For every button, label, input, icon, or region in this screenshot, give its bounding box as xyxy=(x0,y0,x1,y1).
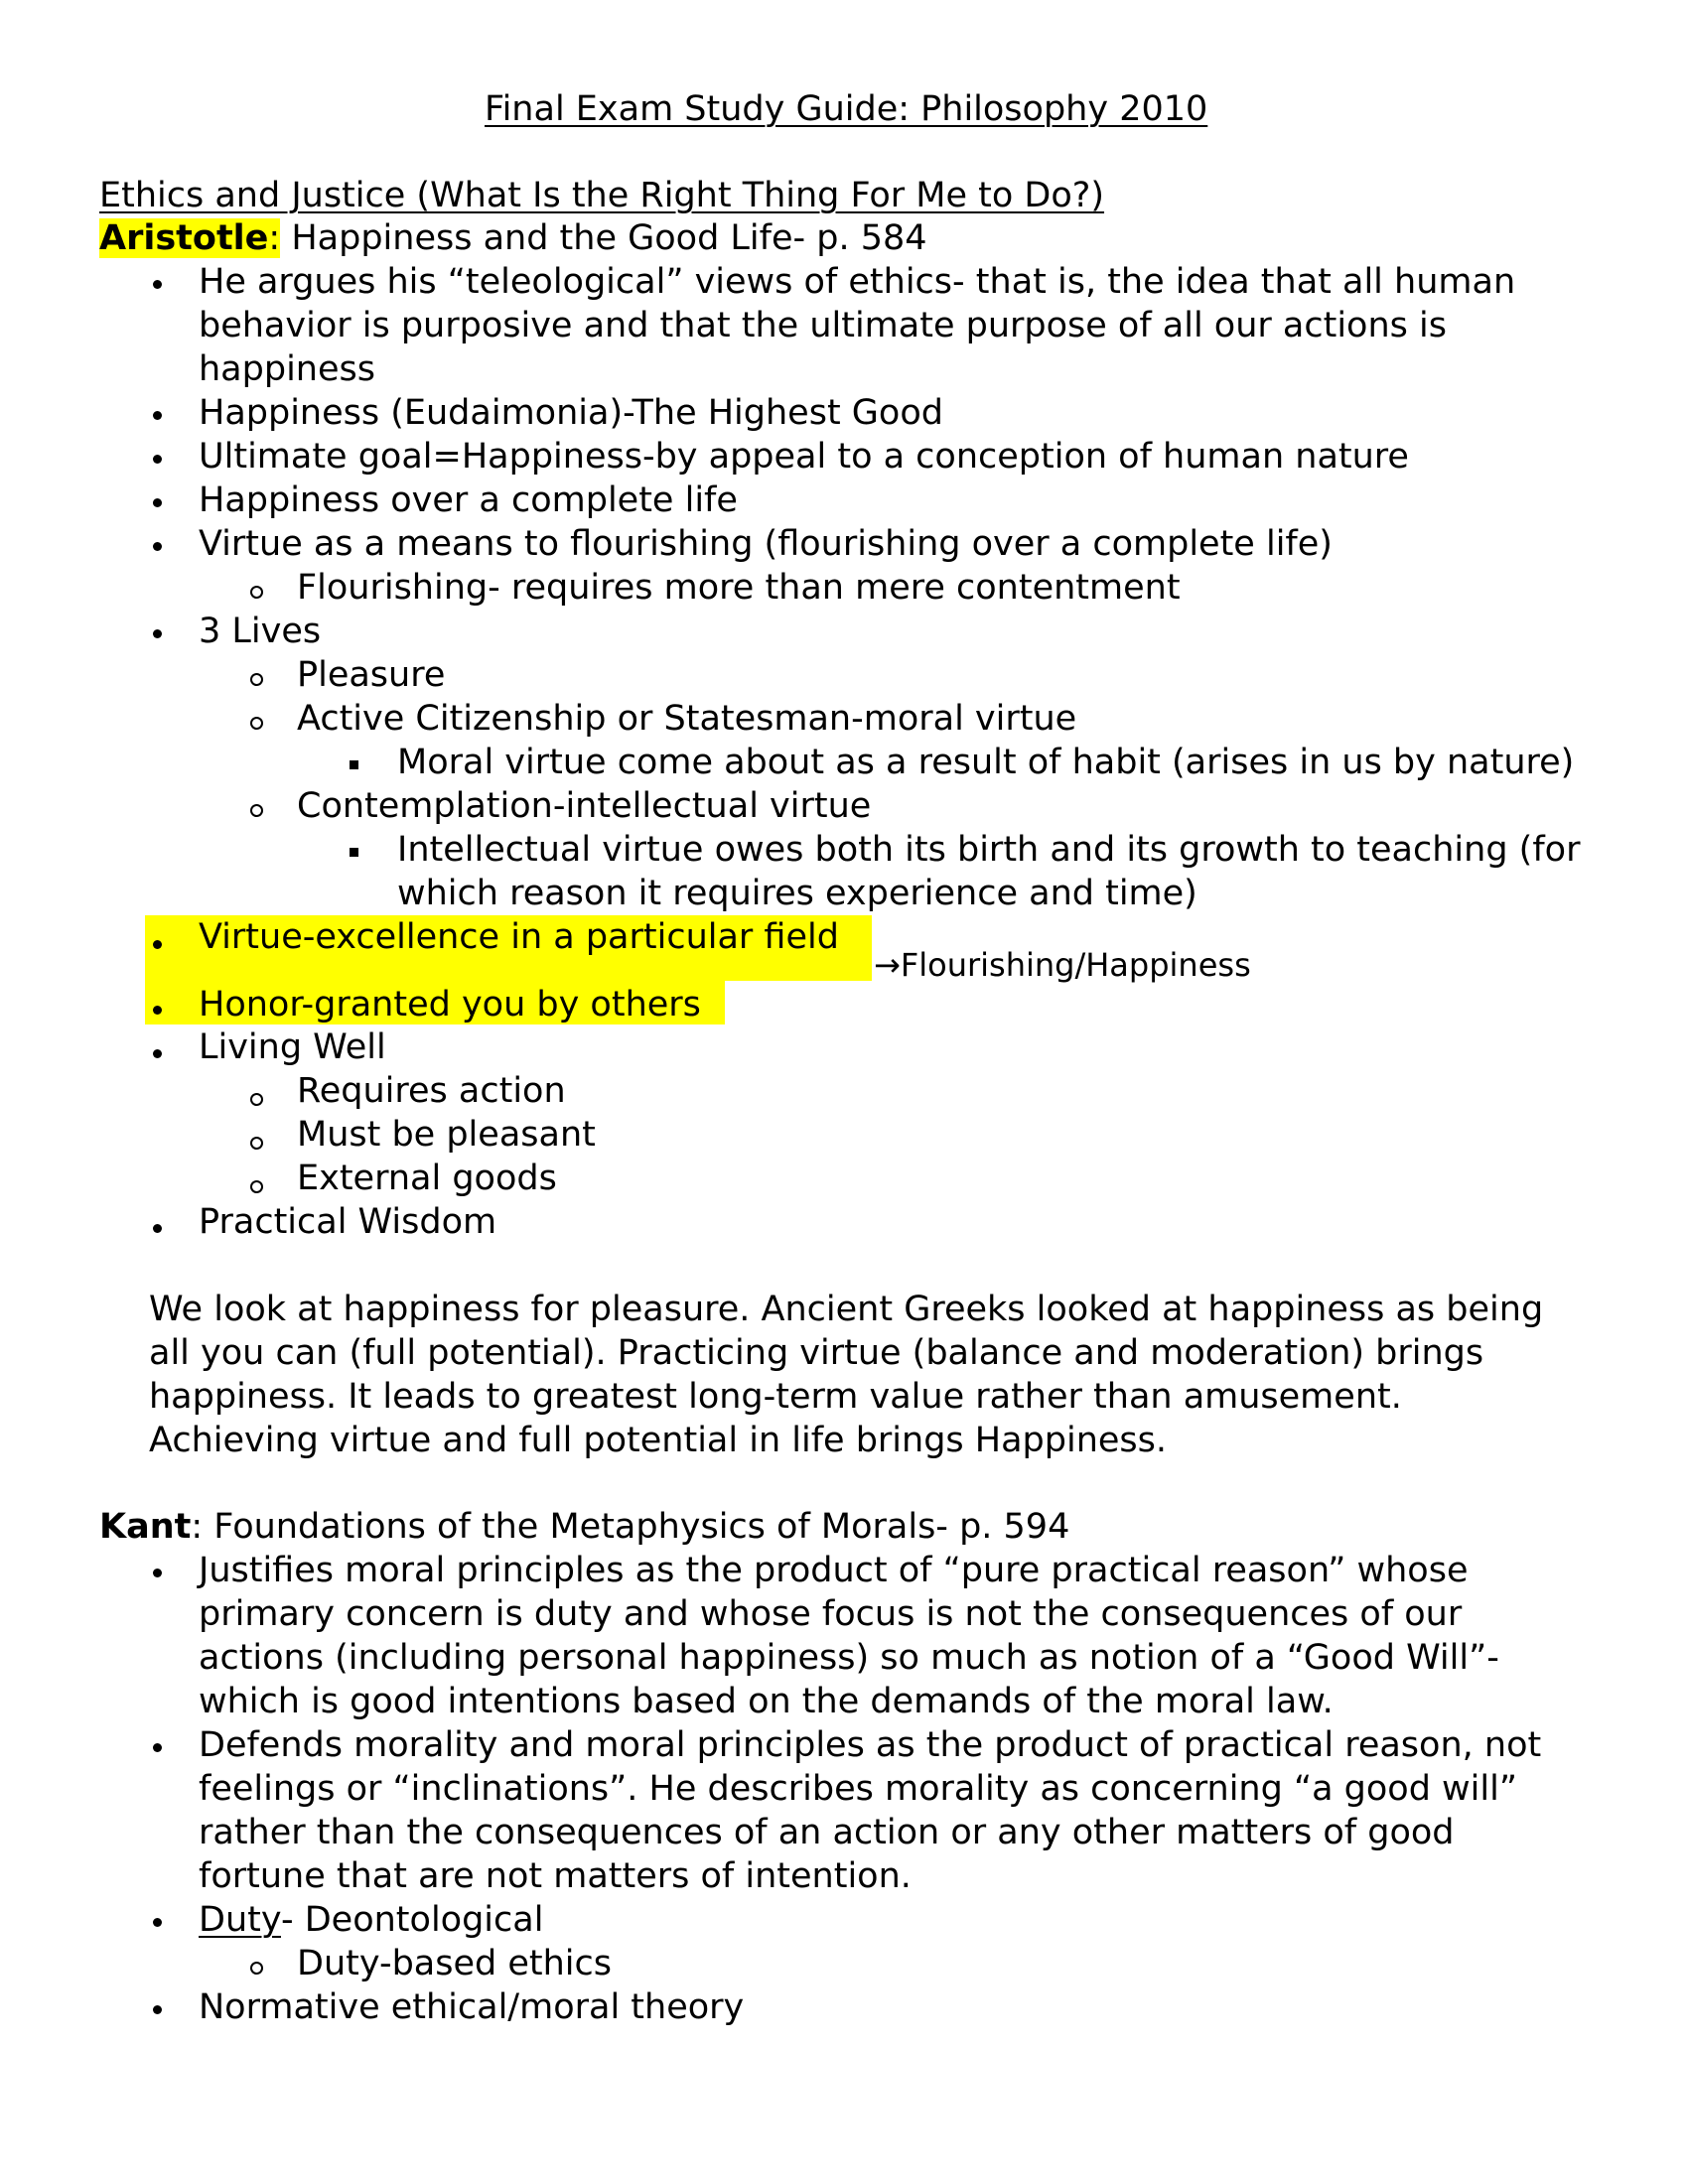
aristotle-bullet-6-sub-2-item: Moral virtue come about as a result of habit (arises in us by nature) xyxy=(397,743,1575,782)
section-heading: Ethics and Justice (What Is the Right Thing For Me to Do?) xyxy=(99,176,1105,215)
aristotle-paragraph-line-3: happiness. It leads to greatest long-term value rather than amusement. xyxy=(149,1377,1402,1417)
bullet-dot xyxy=(153,280,162,289)
aristotle-bullet-6: 3 Lives xyxy=(199,612,322,651)
aristotle-bullet-4: Happiness over a complete life xyxy=(199,480,738,520)
circle-bullet xyxy=(250,1093,263,1106)
kant-bullet-3 xyxy=(199,1898,543,1942)
kant-bullet-1-line-4: which is good intentions based on the demands of the moral law. xyxy=(199,1682,1334,1721)
flourishing-arrow-note: →Flourishing/Happiness xyxy=(874,946,1251,984)
aristotle-bullet-9-sub-1: Requires action xyxy=(297,1071,566,1111)
bullet-dot xyxy=(153,1049,162,1058)
bullet-dot xyxy=(153,2005,162,2014)
bullet-dot xyxy=(153,1918,162,1927)
square-bullet xyxy=(350,760,358,769)
bullet-dot xyxy=(153,1569,162,1577)
kant-bullet-2-line-2: feelings or “inclinations”. He describes morality as concerning “a good will” xyxy=(199,1769,1517,1809)
bullet-dot xyxy=(153,411,162,420)
page-title: Final Exam Study Guide: Philosophy 2010 xyxy=(485,89,1208,129)
kant-bullet-2-line-1: Defends morality and moral principles as the product of practical reason, not xyxy=(199,1725,1542,1765)
bullet-dot xyxy=(153,940,162,949)
circle-bullet xyxy=(250,717,263,730)
bullet-dot xyxy=(153,542,162,551)
aristotle-heading xyxy=(99,216,927,260)
aristotle-bullet-9: Living Well xyxy=(199,1027,386,1067)
aristotle-bullet-2: Happiness (Eudaimonia)-The Highest Good xyxy=(199,393,943,433)
aristotle-subtitle: Happiness and the Good Life- p. 584 xyxy=(280,218,927,258)
circle-bullet xyxy=(250,1962,263,1975)
aristotle-bullet-9-sub-3: External goods xyxy=(297,1159,557,1198)
aristotle-bullet-8: Honor-granted you by others xyxy=(199,985,701,1024)
kant-heading xyxy=(99,1505,1069,1549)
bullet-dot xyxy=(153,455,162,464)
aristotle-bullet-6-sub-2: Active Citizenship or Statesman-moral virtue xyxy=(297,699,1077,739)
aristotle-bullet-10: Practical Wisdom xyxy=(199,1202,497,1242)
aristotle-paragraph-line-1: We look at happiness for pleasure. Ancient Greeks looked at happiness as being xyxy=(149,1290,1544,1329)
circle-bullet xyxy=(250,804,263,817)
bullet-dot xyxy=(153,1006,162,1015)
kant-subtitle: : Foundations of the Metaphysics of Morals- p. 594 xyxy=(191,1507,1070,1547)
aristotle-colon: : xyxy=(268,218,281,258)
kant-bullet-2-line-4: fortune that are not matters of intention. xyxy=(199,1856,912,1896)
bullet-dot xyxy=(153,1743,162,1752)
circle-bullet xyxy=(250,673,263,686)
square-bullet xyxy=(350,848,358,857)
aristotle-bullet-7: Virtue-excellence in a particular field xyxy=(199,917,839,957)
aristotle-paragraph-line-2: all you can (full potential). Practicing virtue (balance and moderation) brings xyxy=(149,1333,1484,1373)
duty-word: Duty xyxy=(199,1900,281,1940)
aristotle-bullet-1-line-3: happiness xyxy=(199,349,375,389)
aristotle-bullet-1-line-2: behavior is purposive and that the ultimate purpose of all our actions is xyxy=(199,306,1447,345)
aristotle-bullet-1-line-1: He argues his “teleological” views of ethics- that is, the idea that all human xyxy=(199,262,1516,302)
kant-name: Kant xyxy=(99,1507,192,1547)
kant-bullet-3-sub-1: Duty-based ethics xyxy=(297,1944,612,1983)
aristotle-name: Aristotle xyxy=(99,218,269,258)
aristotle-bullet-6-sub-3-item-line-1: Intellectual virtue owes both its birth and its growth to teaching (for xyxy=(397,830,1581,870)
aristotle-bullet-5: Virtue as a means to flourishing (flourishing over a complete life) xyxy=(199,524,1333,564)
circle-bullet xyxy=(250,586,263,599)
kant-bullet-1-line-2: primary concern is duty and whose focus is not the consequences of our xyxy=(199,1594,1463,1634)
aristotle-bullet-6-sub-3: Contemplation-intellectual virtue xyxy=(297,786,872,826)
bullet-dot xyxy=(153,498,162,507)
aristotle-bullet-5-sub-1: Flourishing- requires more than mere contentment xyxy=(297,568,1181,608)
circle-bullet xyxy=(250,1137,263,1150)
kant-bullet-1-line-3: actions (including personal happiness) so much as notion of a “Good Will”- xyxy=(199,1638,1499,1678)
kant-bullet-2-line-3: rather than the consequences of an action or any other matters of good xyxy=(199,1813,1455,1852)
aristotle-bullet-3: Ultimate goal=Happiness-by appeal to a conception of human nature xyxy=(199,437,1409,477)
duty-rest: - Deontological xyxy=(280,1900,544,1940)
kant-bullet-4: Normative ethical/moral theory xyxy=(199,1987,745,2027)
kant-bullet-1-line-1: Justifies moral principles as the product of “pure practical reason” whose xyxy=(199,1551,1469,1590)
aristotle-bullet-6-sub-3-item-line-2: which reason it requires experience and time) xyxy=(397,874,1197,913)
circle-bullet xyxy=(250,1180,263,1193)
aristotle-bullet-9-sub-2: Must be pleasant xyxy=(297,1115,596,1155)
bullet-dot xyxy=(153,1224,162,1233)
aristotle-paragraph-line-4: Achieving virtue and full potential in life brings Happiness. xyxy=(149,1421,1168,1460)
aristotle-bullet-6-sub-1: Pleasure xyxy=(297,655,446,695)
bullet-dot xyxy=(153,629,162,638)
